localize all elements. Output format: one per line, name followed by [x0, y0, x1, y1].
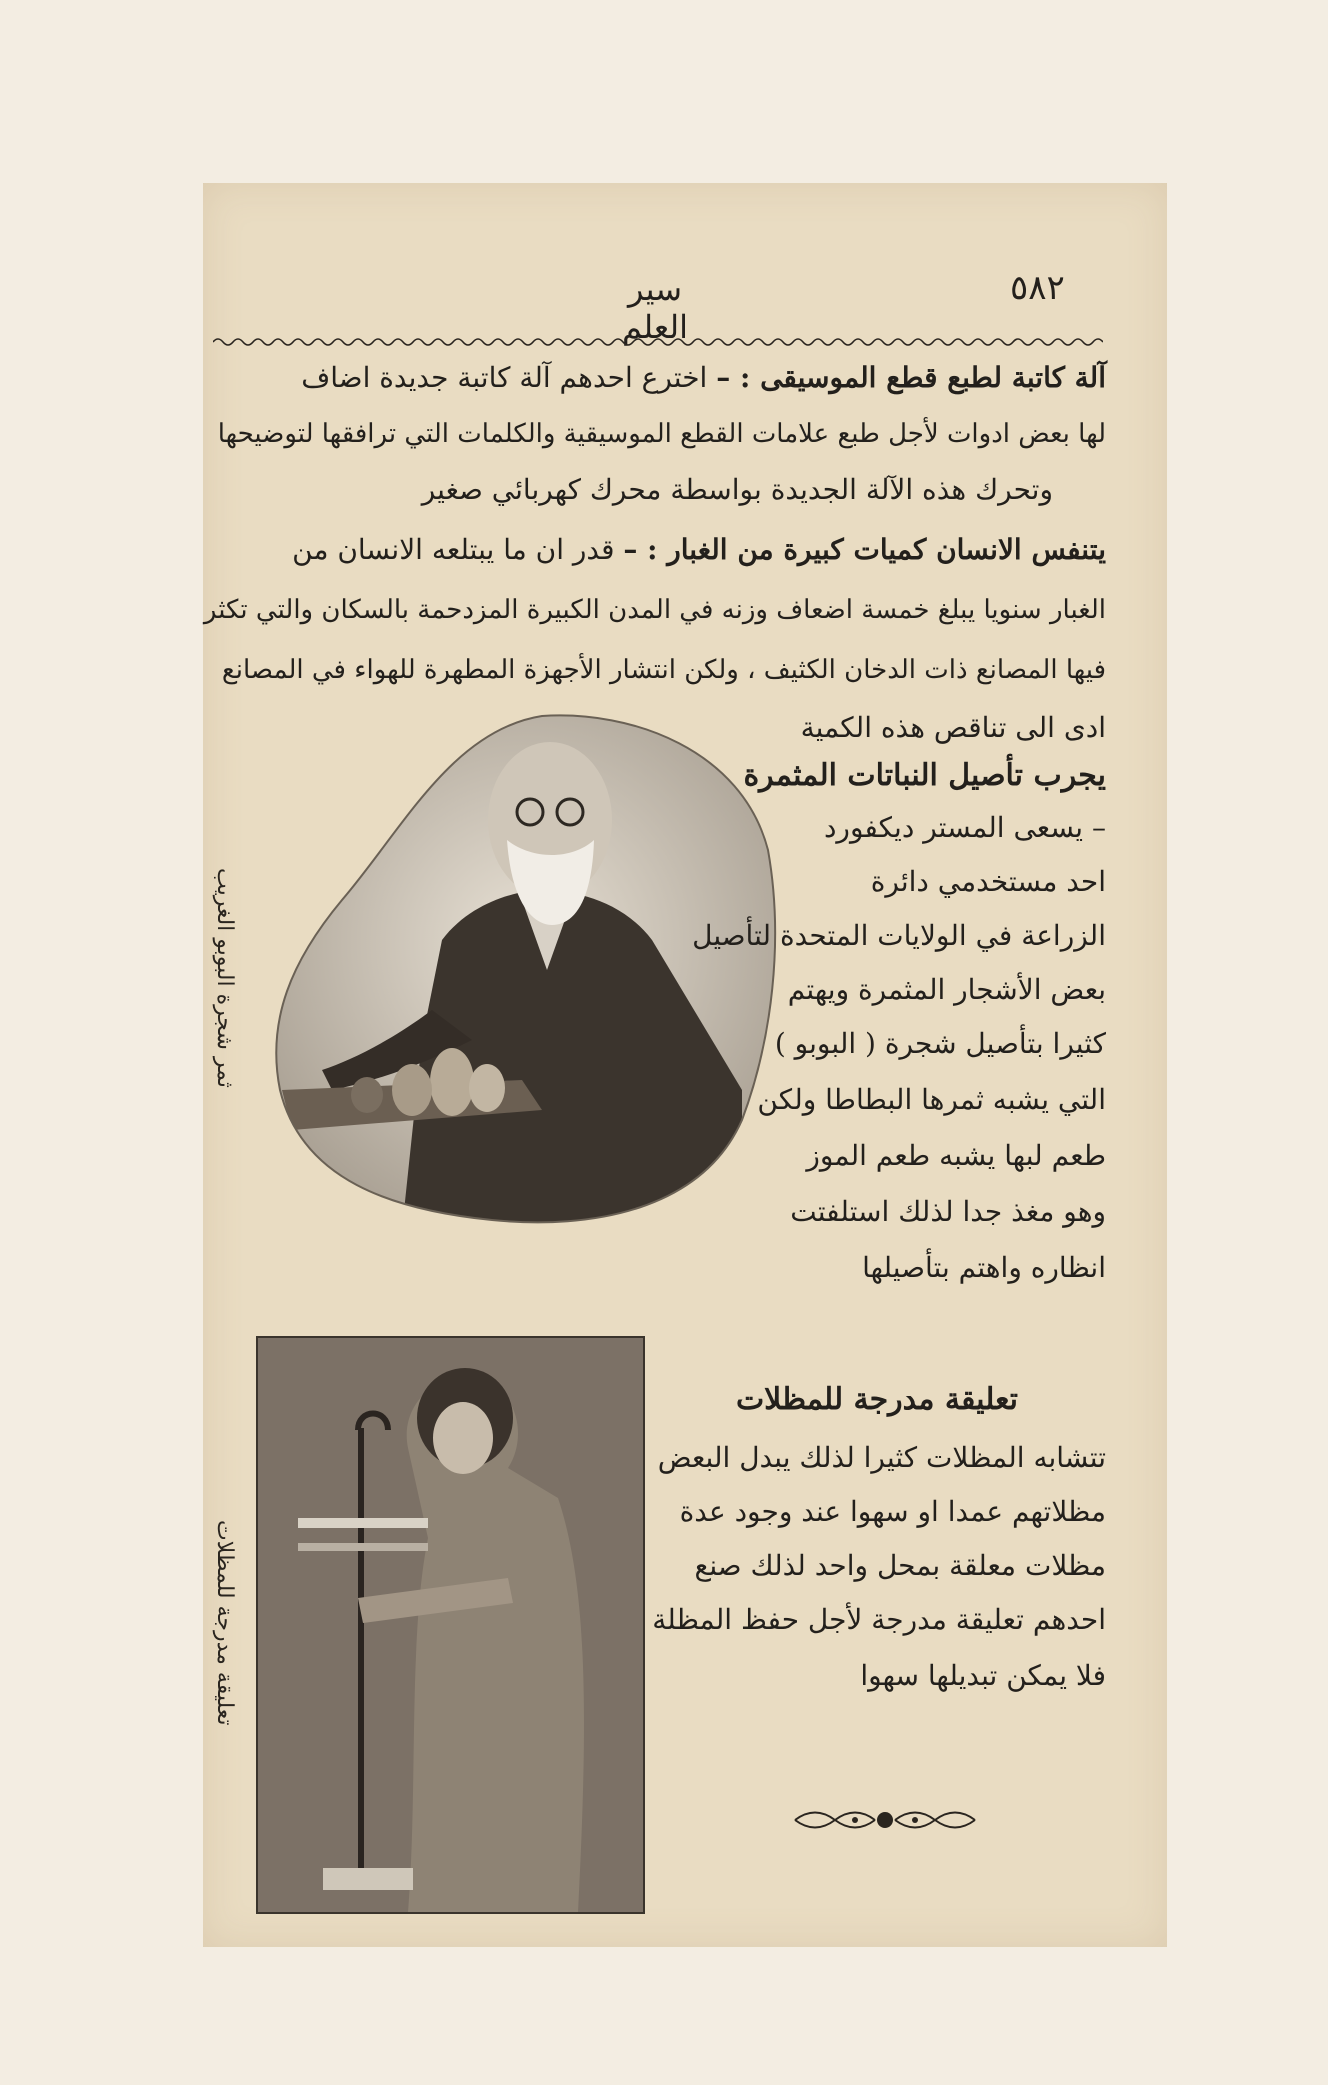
section2-title: يتنفس الانسان كميات كبيرة من الغبار : –: [623, 533, 1106, 566]
section2-text: قدر ان ما يبتلعه الانسان من: [292, 533, 615, 566]
page-number: ٥٨٢: [1010, 268, 1065, 308]
section4-line: احدهم تعليقة مدرجة لأجل حفظ المظلة: [652, 1603, 1106, 1636]
section1-text: اخترع احدهم آلة كاتبة جديدة اضاف: [301, 361, 708, 394]
section1-title: آلة كاتبة لطبع قطع الموسيقى : –: [716, 361, 1106, 394]
photo-umbrella-rack: [256, 1336, 645, 1914]
section2-line1: [292, 530, 1106, 570]
header-rule: [213, 335, 1103, 349]
section2-line3: فيها المصانع ذات الدخان الكثيف ، ولكن انتشار الأجهزة المطهرة للهواء في المصانع: [221, 655, 1106, 685]
section3-line: طعم لبها يشبه طعم الموز: [806, 1139, 1106, 1172]
photo2-caption: تعليقة مدرجة للمظلات: [212, 1520, 237, 1726]
section4-line: مظلاتهم عمدا او سهوا عند وجود عدة: [679, 1495, 1106, 1528]
section4-line: تتشابه المظلات كثيرا لذلك يبدل البعض: [657, 1441, 1106, 1474]
photo1-caption: ثمر شجرة البوبو الغريب: [212, 868, 237, 1088]
section4-title: تعليقة مدرجة للمظلات: [735, 1382, 1018, 1417]
section3-title: يجرب تأصيل النباتات المثمرة: [743, 758, 1106, 793]
section1-line3: وتحرك هذه الآلة الجديدة بواسطة محرك كهربائي صغير: [421, 473, 1053, 506]
photo-man-with-fruit: [272, 710, 778, 1228]
section1-line2: لها بعض ادوات لأجل طبع علامات القطع الموسيقية والكلمات التي ترافقها لتوضيحها: [217, 419, 1106, 449]
section2-line2: الغبار سنويا يبلغ خمسة اضعاف وزنه في المدن الكبيرة المزدحمة بالسكان والتي تكثر: [203, 595, 1106, 625]
section3-line: وهو مغذ جدا لذلك استلفتت: [790, 1195, 1106, 1228]
section4-line: فلا يمكن تبديلها سهوا: [860, 1659, 1106, 1692]
section3-line: انظاره واهتم بتأصيلها: [862, 1251, 1106, 1284]
section3-line: بعض الأشجار المثمرة ويهتم: [787, 973, 1106, 1006]
section2-line4: ادى الى تناقص هذه الكمية: [800, 711, 1106, 744]
section3-line: احد مستخدمي دائرة: [870, 865, 1106, 898]
photo-umbrella-rack-image: [258, 1338, 643, 1912]
section4-line: مظلات معلقة بمحل واحد لذلك صنع: [694, 1549, 1106, 1582]
section3-line: الزراعة في الولايات المتحدة لتأصيل: [692, 919, 1106, 952]
section1-line1: [301, 358, 1106, 398]
section3-line: كثيرا بتأصيل شجرة ( البوبو ): [774, 1027, 1106, 1060]
section3-line: التي يشبه ثمرها البطاطا ولكن: [757, 1083, 1106, 1116]
running-title: سير العلم: [622, 270, 688, 346]
section3-line: – يسعى المستر ديكفورد: [823, 811, 1106, 844]
ornament-divider: [785, 1800, 985, 1840]
